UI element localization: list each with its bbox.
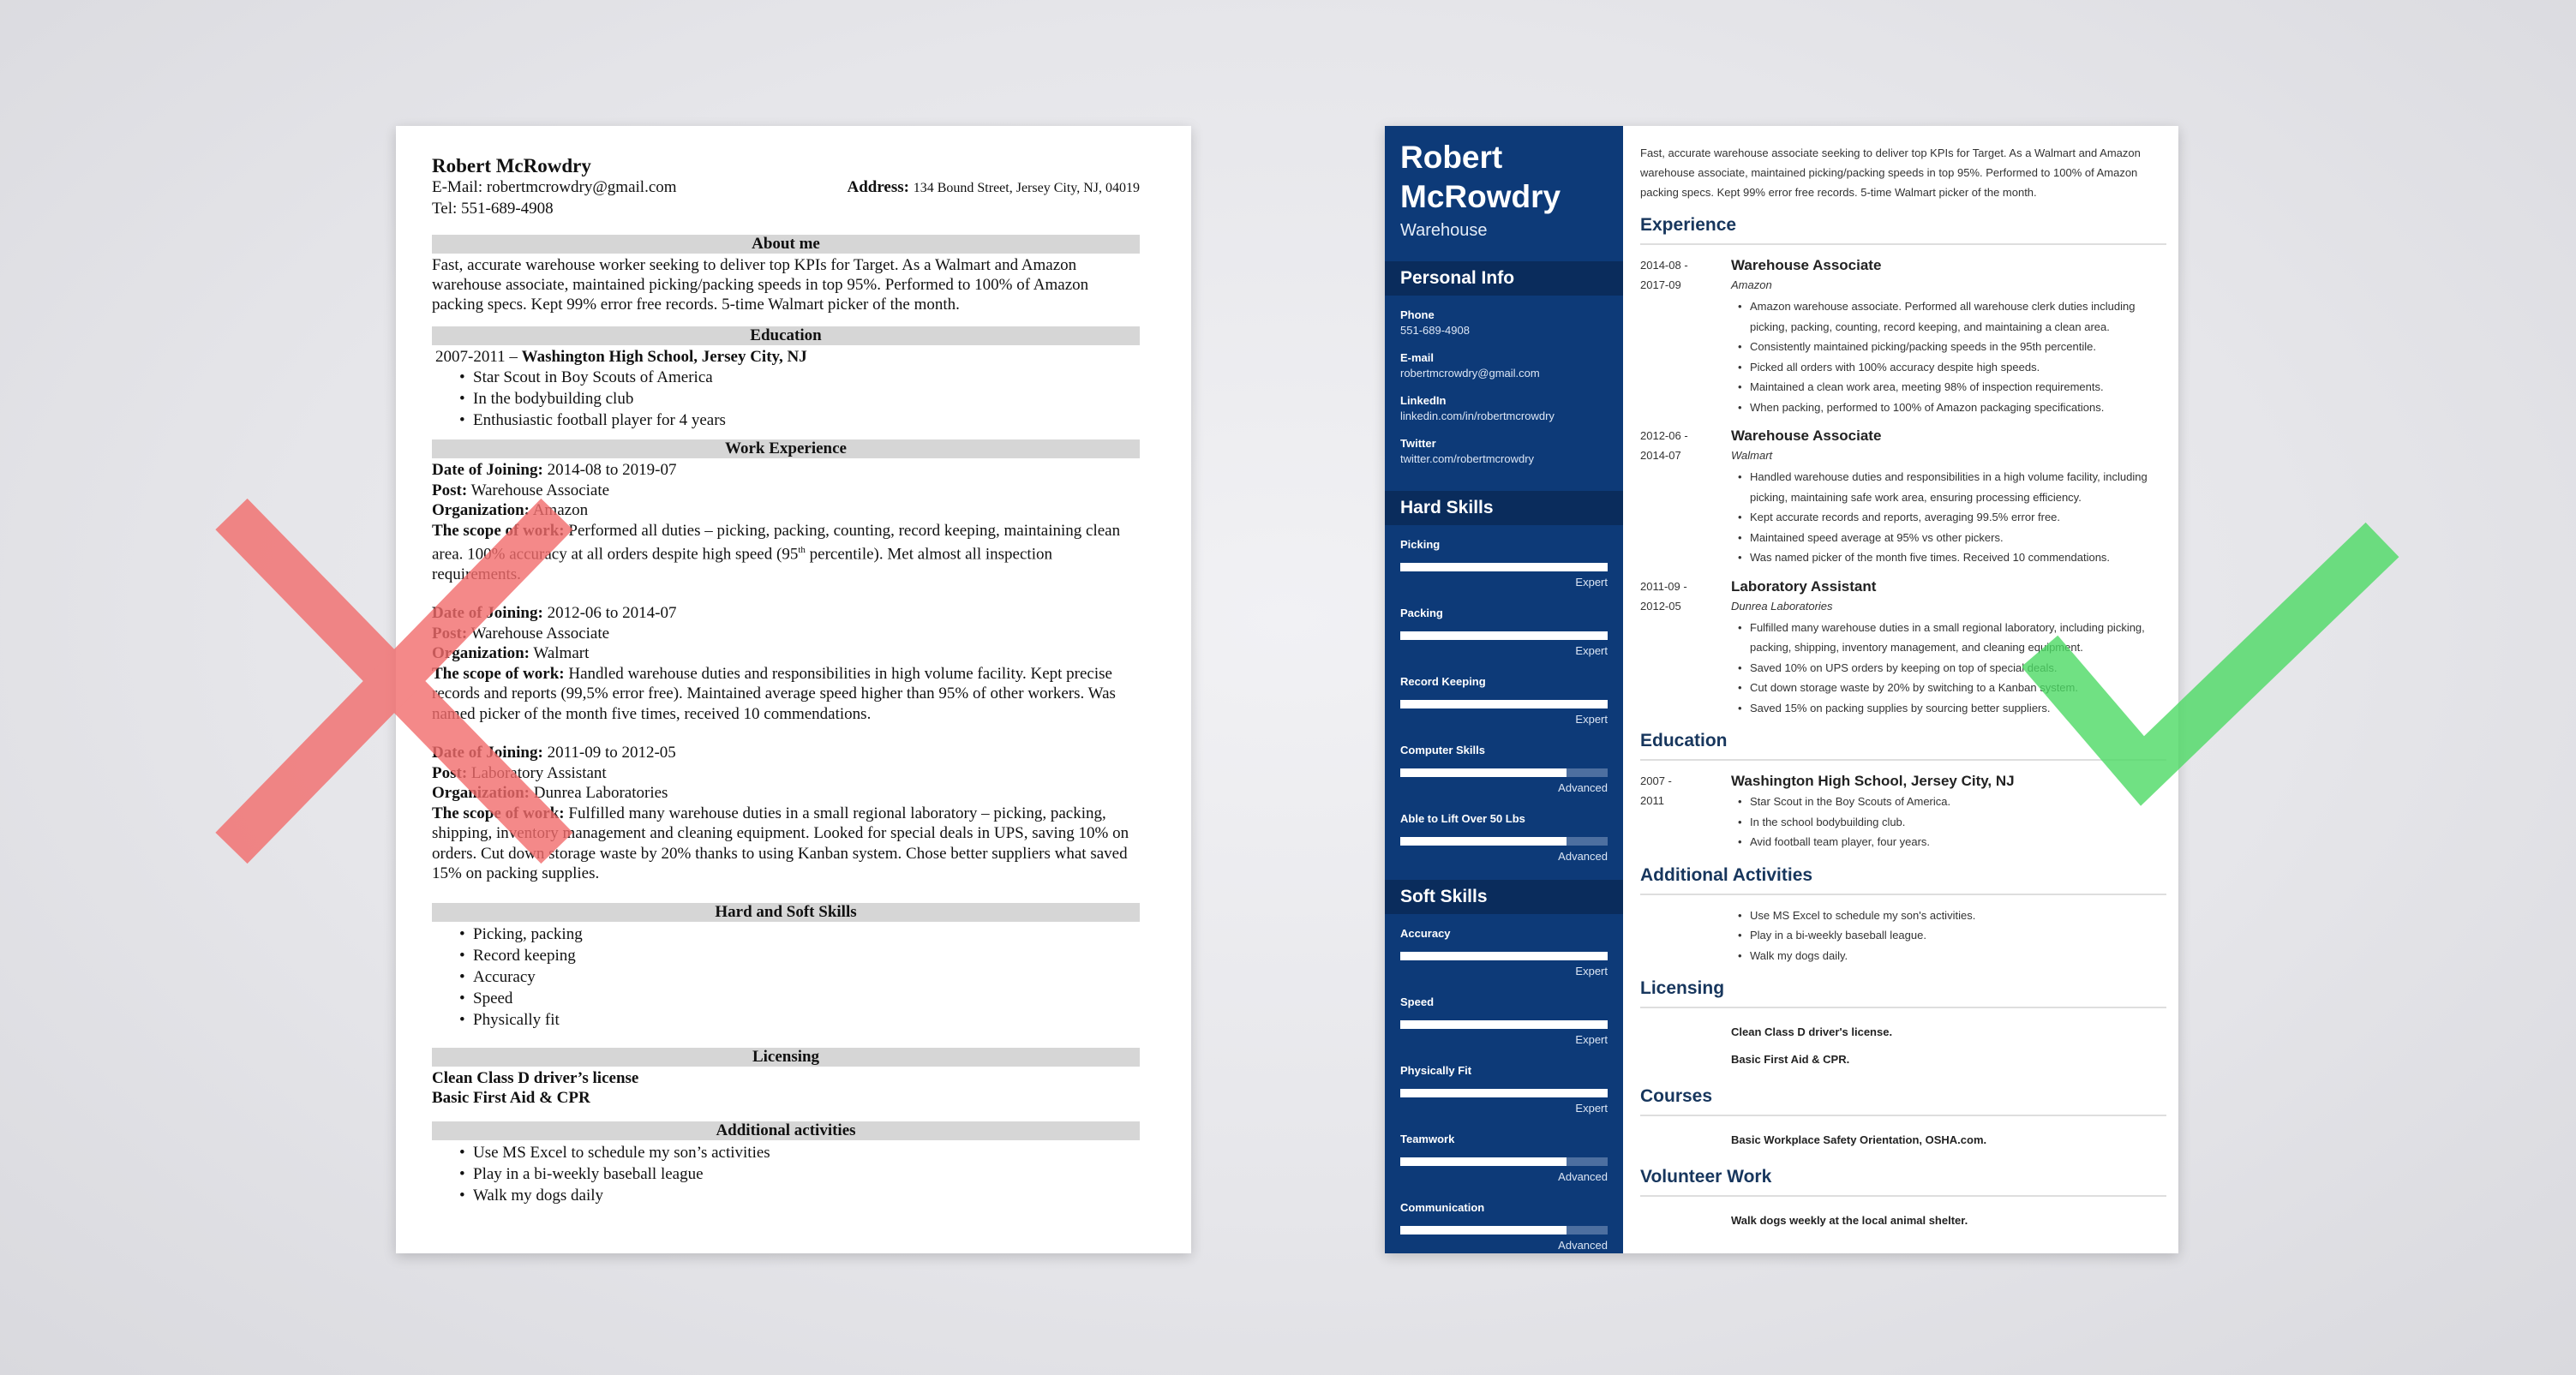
list-item: • Handled warehouse duties and responsibilities in a high volume facility, including picking, maintaining safe work area, ensuring processing efficiency. (1741, 467, 2166, 507)
about-text: Fast, accurate warehouse worker seeking to deliver top KPIs for Target. As a Walmart and Amazon warehouse associate, maintained picking/packing speeds in top 95%. Performed to 100% of Amazon packing specs. Kept 99% error free records. 5-time Walmart picker of the month. (432, 256, 1089, 314)
info-label: Twitter (1400, 437, 1436, 450)
list-item: • Kept accurate records and reports, averaging 99.5% error free. (1741, 507, 2166, 528)
skill-item (1385, 811, 1623, 864)
hard-skills (1385, 537, 1623, 864)
about-heading: About me (432, 235, 1140, 254)
work-heading: Work Experience (432, 439, 1140, 458)
tel-value: 551-689-4908 (461, 200, 554, 218)
job-org: Amazon (532, 501, 589, 519)
check-mark-icon (2022, 514, 2399, 814)
skill-bar-fill (1400, 952, 1608, 960)
post-label: Post: (432, 624, 468, 643)
doj-label: Date of Joining: (432, 744, 543, 762)
info-value: robertmcrowdry@gmail.com (1400, 367, 1540, 380)
resume-sidebar (1385, 126, 1623, 1253)
licensing-heading: Licensing (432, 1048, 1140, 1067)
email-label: E-Mail: (432, 178, 483, 196)
job-dates: 2011-09 to 2012-05 (547, 744, 676, 762)
list-item: • Maintained a clean work area, meeting 98% of inspection requirements. (1741, 377, 2166, 398)
list-item: • Play in a bi-weekly baseball league. (1741, 925, 2166, 946)
skill-bar (1400, 1226, 1608, 1235)
job-post: Warehouse Associate (470, 481, 610, 499)
job-scope: The scope of work: Fulfilled many warehouse duties in a small regional laboratory – picking, packing, shipping, inventory management and cleaning equipment. Looked for special deals in UPS, saving 10% on orders. Cut down storage waste by 20% thanks to using Kanban system. Chose better suppliers what saved 15% on packing supplies. (432, 804, 1129, 883)
info-label: E-mail (1400, 351, 1435, 364)
education-list (432, 367, 1140, 431)
info-value: twitter.com/robertmcrowdry (1400, 452, 1535, 465)
list-item: • Picking, packing (473, 924, 1140, 945)
skill-name: Communication (1400, 1201, 1485, 1214)
address-label: Address: (847, 178, 909, 196)
skill-name: Speed (1400, 995, 1435, 1008)
entry-date: 2011-09 - 2012-05 (1640, 579, 1687, 613)
info-label: Phone (1400, 308, 1435, 321)
education-heading: Education (1640, 730, 2166, 761)
education-school: Washington High School, Jersey City, NJ (521, 348, 807, 366)
skill-level: Advanced (1558, 1170, 1608, 1183)
license-item: Basic First Aid & CPR. (1731, 1053, 1850, 1066)
license-item: Clean Class D driver’s license (432, 1068, 639, 1087)
tel-line (432, 199, 1140, 219)
list-item: • Use MS Excel to schedule my son's activities. (1741, 906, 2166, 926)
list-item: • Was named picker of the month five times. Received 10 commendations. (1741, 547, 2166, 568)
skill-name: Accuracy (1400, 927, 1451, 940)
list-item: • In the school bodybuilding club. (1741, 812, 2166, 833)
skill-name: Record Keeping (1400, 675, 1486, 688)
skill-level: Expert (1575, 1102, 1608, 1115)
list-item: • Star Scout in Boy Scouts of America (473, 367, 1140, 388)
list-item: • Fulfilled many warehouse duties in a small regional laboratory, including picking, packing, shipping, inventory management, and cleaning equipment. (1741, 618, 2166, 658)
skill-level: Expert (1575, 965, 1608, 977)
sidebar-name-last: McRowdry (1400, 179, 1561, 214)
skill-bar-fill (1400, 837, 1567, 846)
job-post: Laboratory Assistant (470, 763, 607, 782)
tel-label: Tel: (432, 200, 458, 218)
skill-item (1385, 926, 1623, 979)
post-label: Post: (432, 763, 468, 782)
job-scope: The scope of work: Handled warehouse duties and responsibilities in high volume facility. Kept precise records and reports (99,5% error free). Maintained average speed higher than 95% of other workers. Was named picker of the month five times, received 10 commendations. (432, 664, 1116, 723)
job-post: Warehouse Associate (470, 624, 610, 643)
experience-entry (1640, 255, 2166, 417)
list-item: • Physically fit (473, 1009, 1140, 1031)
post-label: Post: (432, 481, 468, 499)
job-scope: The scope of work: Performed all duties – picking, packing, counting, record keeping, maintaining clean area. 100% accuracy at all orders despite high speed (95th percentile). Met almost all inspection requirements. (432, 521, 1121, 583)
doj-label: Date of Joining: (432, 604, 543, 623)
activities-heading: Additional Activities (1640, 864, 2166, 895)
license-item: Clean Class D driver's license. (1731, 1025, 1893, 1038)
skill-item (1385, 674, 1623, 727)
skill-name: Physically Fit (1400, 1064, 1472, 1077)
summary: Fast, accurate warehouse associate seeking to deliver top KPIs for Target. As a Walmart and Amazon warehouse associate, maintained picking/packing speeds in top 95%. Performed to 100% of Amazon packing specs. Kept 99% error free records. 5-time Walmart picker of the month. (1640, 146, 2141, 199)
skill-bar (1400, 700, 1608, 708)
skill-bar-fill (1400, 768, 1567, 777)
skill-name: Teamwork (1400, 1133, 1455, 1145)
list-item: • Saved 15% on packing supplies by sourcing better suppliers. (1741, 698, 2166, 719)
info-value: 551-689-4908 (1400, 324, 1470, 337)
list-item: • Maintained speed average at 95% vs other pickers. (1741, 528, 2166, 548)
list-item: • Amazon warehouse associate. Performed all warehouse clerk duties including picking, packing, counting, record keeping, and maintaining a clean area. (1741, 296, 2166, 337)
info-value: linkedin.com/in/robertmcrowdry (1400, 410, 1555, 422)
course-item: Basic Workplace Safety Orientation, OSHA.com. (1731, 1133, 1987, 1146)
skill-item (1385, 1200, 1623, 1253)
skill-name: Computer Skills (1400, 744, 1485, 756)
scope-label: The scope of work: (432, 664, 565, 683)
scope-label: The scope of work: (432, 804, 565, 822)
skill-bar-fill (1400, 1089, 1608, 1097)
org-label: Organization: (432, 644, 530, 663)
education-years: 2007-2011 – (435, 348, 518, 366)
skill-item (1385, 743, 1623, 796)
skills-list (432, 924, 1140, 1031)
cross-mark-icon (214, 497, 574, 865)
org-label: Organization: (432, 784, 530, 803)
skill-bar-fill (1400, 1020, 1608, 1029)
entry-org: Walmart (1731, 449, 1773, 462)
entry-date: 2012-06 - 2014-07 (1640, 429, 1688, 462)
list-item: • Picked all orders with 100% accuracy despite high speeds. (1741, 357, 2166, 378)
job-org: Walmart (533, 644, 590, 663)
list-item: • Saved 10% on UPS orders by keeping on top of special deals. (1741, 658, 2166, 679)
entry-title: Laboratory Assistant (1731, 577, 1877, 595)
skill-bar-fill (1400, 700, 1608, 708)
skill-name: Packing (1400, 607, 1443, 619)
entry-date: 2014-08 - 2017-09 (1640, 259, 1688, 291)
entry-bullets (1731, 296, 2166, 417)
entry-date: 2007 - 2011 (1640, 774, 1672, 807)
experience-heading: Experience (1640, 214, 2166, 245)
list-item: • Walk my dogs daily. (1741, 946, 2166, 966)
list-item: • Cut down storage waste by 20% by switching to a Kanban system. (1741, 678, 2166, 698)
email-value: robertmcrowdry@gmail.com (486, 178, 677, 196)
resume-name: Robert McRowdry (432, 155, 591, 176)
skill-item (1385, 1063, 1623, 1116)
entry-org: Dunrea Laboratories (1731, 599, 1833, 613)
list-item: • Walk my dogs daily (473, 1185, 1140, 1206)
list-item: • Play in a bi-weekly baseball league (473, 1163, 1140, 1185)
license-item: Basic First Aid & CPR (432, 1088, 590, 1107)
job-dates: 2012-06 to 2014-07 (547, 604, 677, 623)
entry-org: Amazon (1731, 278, 1772, 291)
skill-item (1385, 995, 1623, 1048)
list-item: • When packing, performed to 100% of Amazon packaging specifications. (1741, 398, 2166, 418)
skill-item (1385, 537, 1623, 590)
education-heading: Education (432, 326, 1140, 345)
skill-bar (1400, 1157, 1608, 1166)
sidebar-role: Warehouse (1400, 221, 1488, 240)
sidebar-name-first: Robert (1400, 140, 1503, 175)
skill-bar (1400, 952, 1608, 960)
skill-level: Advanced (1558, 850, 1608, 863)
activities-list (432, 1142, 1140, 1206)
soft-skills-heading: Soft Skills (1385, 880, 1623, 914)
list-item: • Accuracy (473, 966, 1140, 988)
list-item: • In the bodybuilding club (473, 388, 1140, 410)
list-item: • Avid football team player, four years. (1741, 832, 2166, 852)
skill-bar (1400, 563, 1608, 571)
soft-skills (1385, 926, 1623, 1253)
skill-bar-fill (1400, 1157, 1567, 1166)
list-item: • Record keeping (473, 945, 1140, 966)
skill-bar (1400, 768, 1608, 777)
licensing-heading: Licensing (1640, 977, 2166, 1008)
org-label: Organization: (432, 501, 530, 519)
skill-bar (1400, 631, 1608, 640)
skill-bar (1400, 1020, 1608, 1029)
skill-bar-fill (1400, 563, 1608, 571)
personal-info-heading: Personal Info (1385, 261, 1623, 296)
list-item: • Use MS Excel to schedule my son’s activities (473, 1142, 1140, 1163)
entry-title: Washington High School, Jersey City, NJ (1731, 773, 2015, 789)
job-org: Dunrea Laboratories (533, 784, 668, 803)
address-value: 134 Bound Street, Jersey City, NJ, 04019 (913, 181, 1140, 195)
list-item: • Speed (473, 988, 1140, 1009)
scope-label: The scope of work: (432, 521, 565, 540)
activities-heading: Additional activities (432, 1121, 1140, 1140)
volunteer-item: Walk dogs weekly at the local animal shelter. (1731, 1214, 1968, 1227)
skill-level: Advanced (1558, 781, 1608, 794)
skill-level: Expert (1575, 713, 1608, 726)
contact-row (432, 177, 1140, 199)
info-label: LinkedIn (1400, 394, 1447, 407)
skill-name: Picking (1400, 538, 1441, 551)
skills-heading: Hard and Soft Skills (432, 903, 1140, 922)
skill-level: Advanced (1558, 1239, 1608, 1252)
skill-name: Able to Lift Over 50 Lbs (1400, 812, 1525, 825)
list-item: • Enthusiastic football player for 4 years (473, 410, 1140, 431)
skill-bar (1400, 1089, 1608, 1097)
volunteer-heading: Volunteer Work (1640, 1166, 2166, 1197)
job-dates: 2014-08 to 2019-07 (547, 461, 677, 479)
skill-bar-fill (1400, 1226, 1567, 1235)
skill-level: Expert (1575, 644, 1608, 657)
skill-bar-fill (1400, 631, 1608, 640)
skill-item (1385, 606, 1623, 659)
skill-item (1385, 1132, 1623, 1185)
doj-label: Date of Joining: (432, 461, 543, 479)
list-item: • Consistently maintained picking/packing speeds in the 95th percentile. (1741, 337, 2166, 357)
skill-level: Expert (1575, 576, 1608, 589)
education-line (432, 347, 1140, 367)
entry-title: Warehouse Associate (1731, 257, 1882, 273)
courses-heading: Courses (1640, 1085, 2166, 1116)
hard-skills-heading: Hard Skills (1385, 491, 1623, 525)
list-item: • Star Scout in the Boy Scouts of America. (1741, 792, 2166, 812)
skill-bar (1400, 837, 1608, 846)
activities-list (1731, 906, 2166, 966)
skill-level: Expert (1575, 1033, 1608, 1046)
personal-info (1385, 308, 1623, 491)
entry-title: Warehouse Associate (1731, 427, 1882, 444)
